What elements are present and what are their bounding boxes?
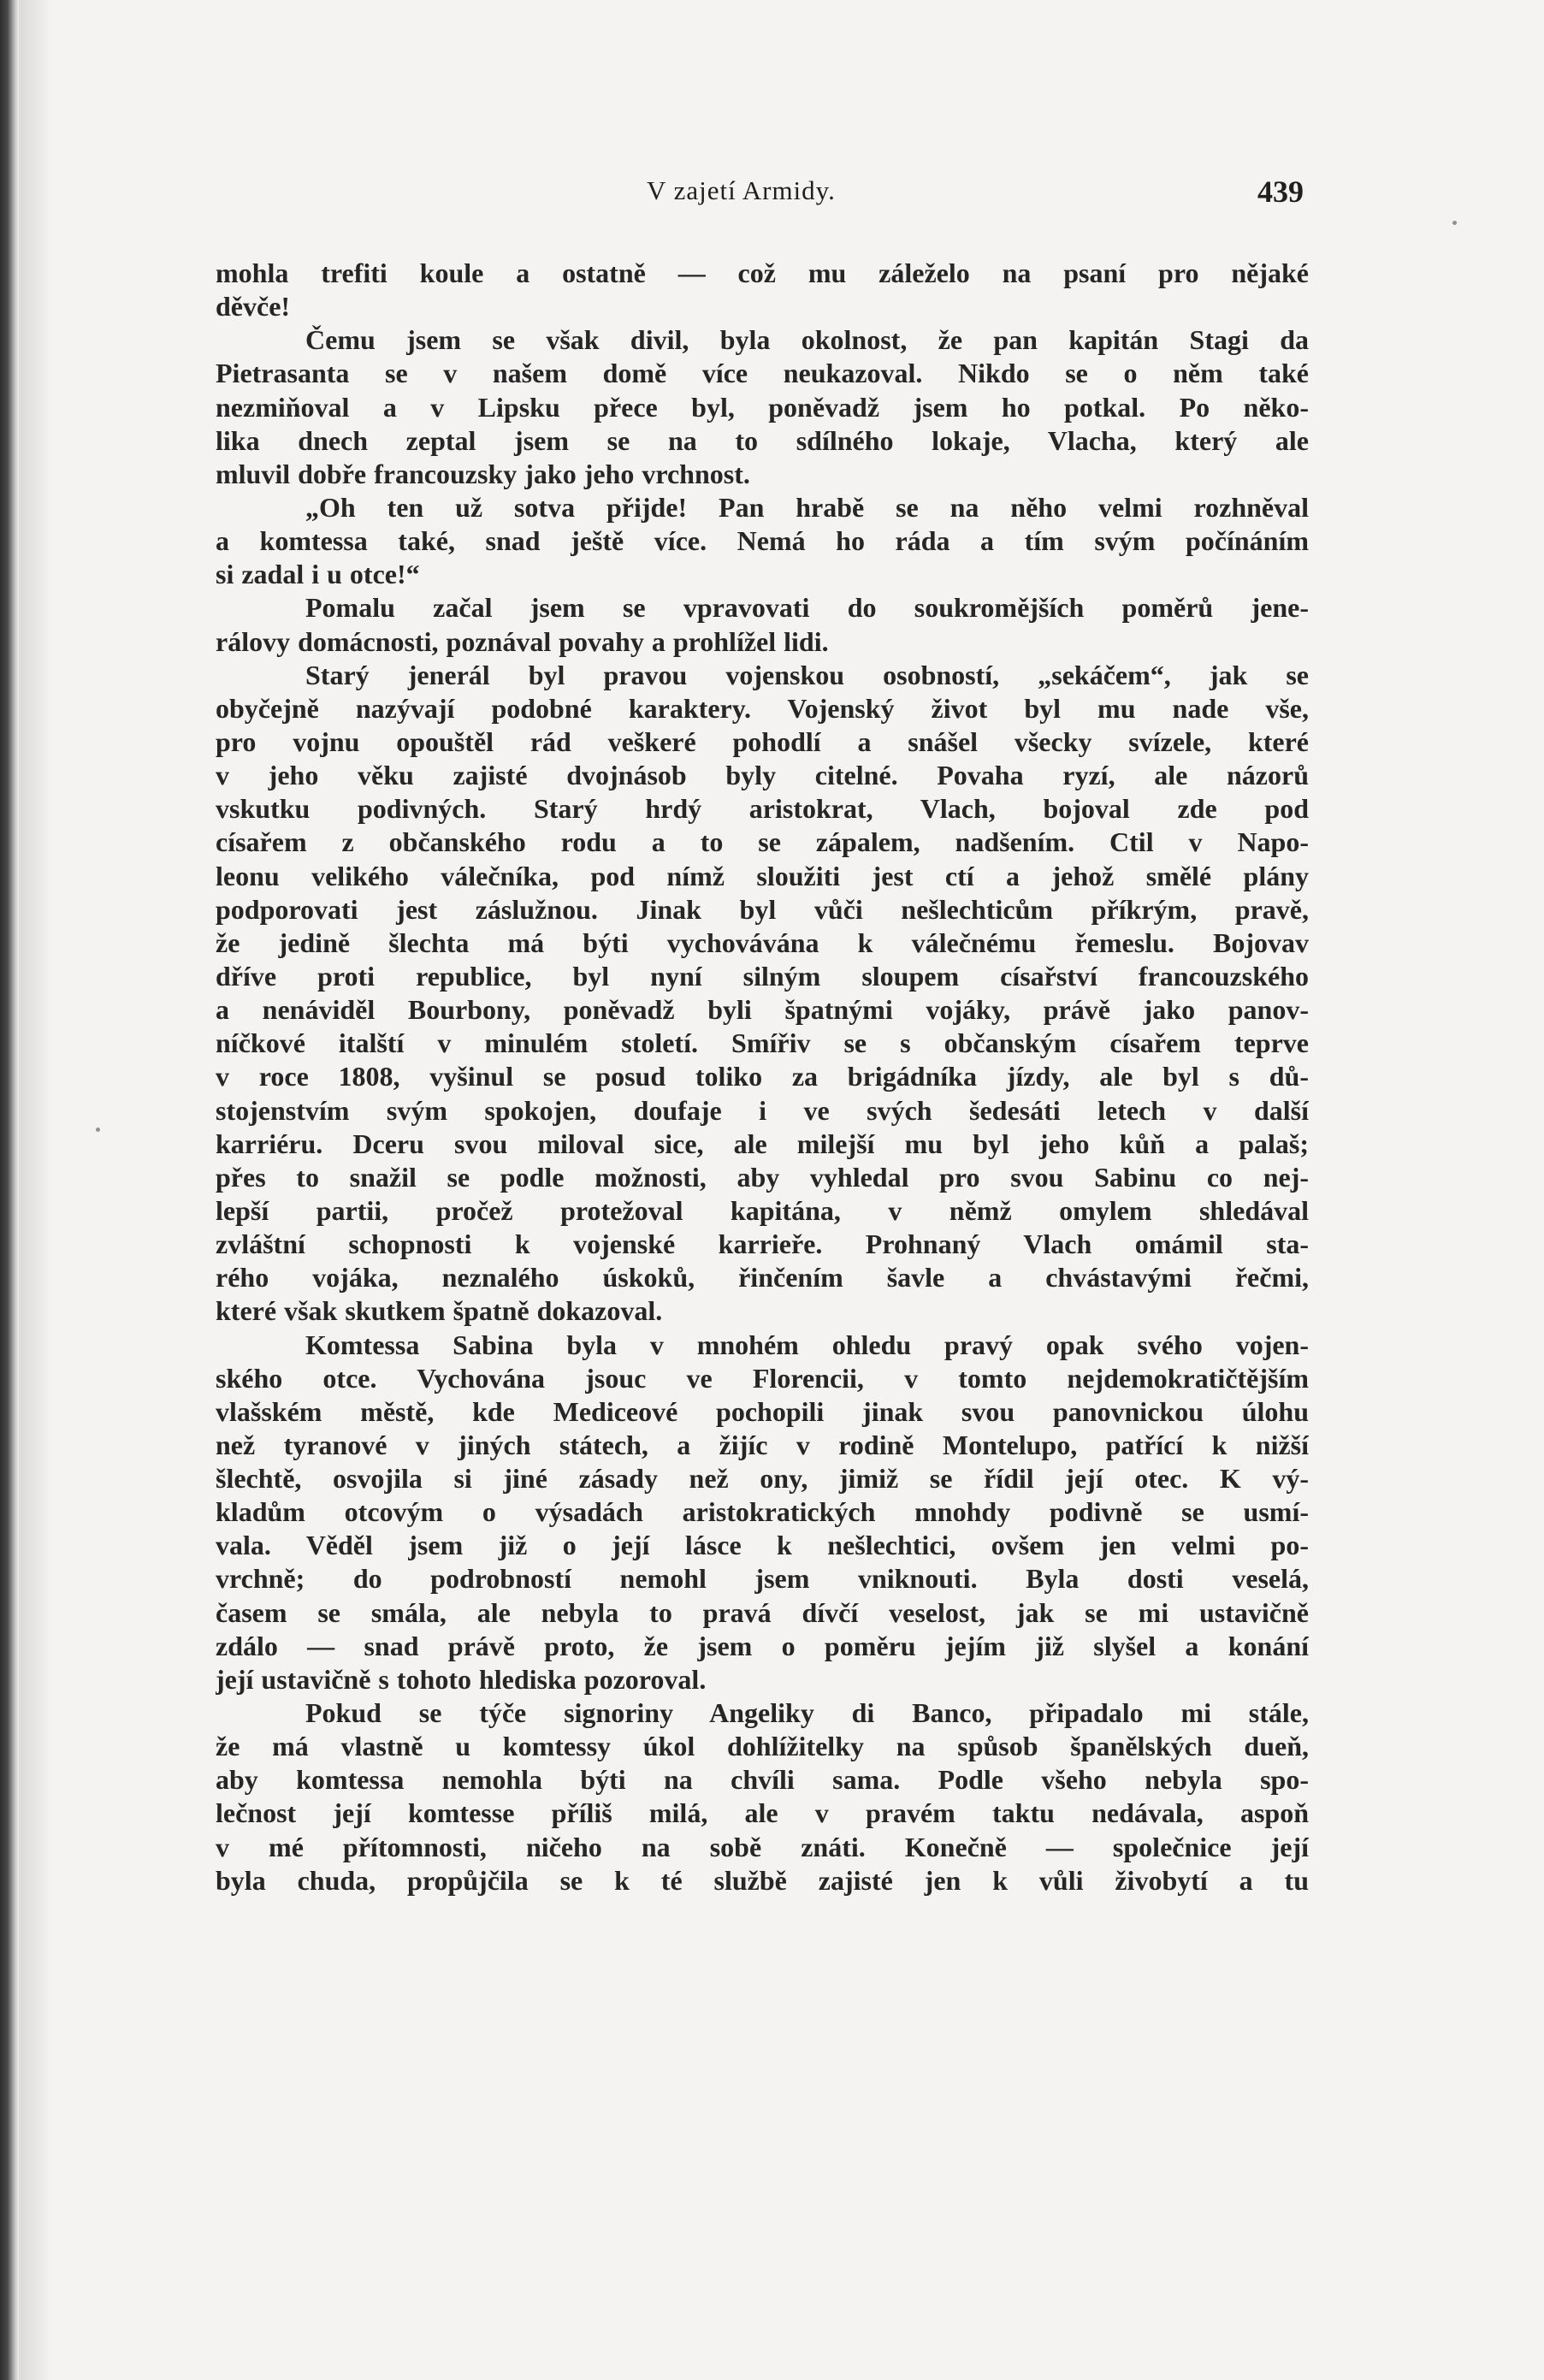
- text-line: že má vlastně u komtessy úkol dohlížitelky na spůsob španělských dueň,: [216, 1731, 1309, 1762]
- page-header: [214, 175, 1309, 218]
- text-line: lika dnech zeptal jsem se na to sdílného lokaje, Vlacha, který ale: [216, 424, 1309, 456]
- text-line: leonu velikého válečníka, pod nímž sloužiti jest ctí a jehož smělé plány: [216, 860, 1309, 891]
- text-line: Komtessa Sabina byla v mnohém ohledu pravý opak svého vojen-: [305, 1329, 1309, 1360]
- text-line: Starý jenerál byl pravou vojenskou osobností, „sekáčem“, jak se: [305, 659, 1309, 690]
- text-line: její ustavičně s tohoto hlediska pozoroval.: [216, 1663, 707, 1695]
- text-line: že jedině šlechta má býti vychovávána k válečnému řemeslu. Bojovav: [216, 927, 1309, 958]
- scan-speck: [1452, 221, 1457, 225]
- text-line: mluvil dobře francouzsky jako jeho vrchnost.: [216, 458, 750, 489]
- text-line: přes to snažil se podle možnosti, aby vyhledal pro svou Sabinu co nej-: [216, 1161, 1309, 1193]
- text-line: obyčejně nazývají podobné karaktery. Vojenský život byl mu nade vše,: [216, 692, 1309, 724]
- text-line: lečnost její komtesse příliš milá, ale v pravém taktu nedávala, aspoň: [216, 1797, 1309, 1829]
- text-line: šlechtě, osvojila si jiné zásady než ony, jimiž se řídil její otec. K vý-: [216, 1463, 1309, 1495]
- text-line: vrchně; do podrobností nemohl jsem vniknouti. Byla dosti veselá,: [216, 1563, 1309, 1595]
- text-line: „Oh ten už sotva přijde! Pan hrabě se na něho velmi rozhněval: [305, 491, 1309, 523]
- text-line: nezmiňoval a v Lipsku přece byl, poněvadž jsem ho potkal. Po něko-: [216, 391, 1309, 423]
- text-line: Čemu jsem se však divil, byla okolnost, že pan kapitán Stagi da: [305, 324, 1309, 356]
- text-line: níčkové italští v minulém století. Smířiv se s občanským císařem teprve: [216, 1027, 1309, 1059]
- text-line: v jeho věku zajisté dvojnásob byly citelné. Povaha ryzí, ale názorů: [216, 760, 1309, 791]
- text-line: a nenáviděl Bourbony, poněvadž byli špatnými vojáky, právě jako panov-: [216, 994, 1309, 1026]
- text-line: dříve proti republice, byl nyní silným sloupem císařství francouzského: [216, 960, 1309, 992]
- text-line: vskutku podivných. Starý hrdý aristokrat, Vlach, bojoval zde pod: [216, 793, 1309, 825]
- text-line: si zadal i u otce!“: [216, 559, 420, 590]
- book-binding-edge: [0, 0, 19, 2380]
- text-line: kladům otcovým o výsadách aristokratických mnohdy podivně se usmí-: [216, 1496, 1309, 1528]
- text-line: rálovy domácnosti, poznával povahy a prohlížel lidi.: [216, 625, 829, 657]
- text-line: rého vojáka, neznalého úskoků, řinčením šavle a chvástavými řečmi,: [216, 1262, 1309, 1294]
- text-line: císařem z občanského rodu a to se zápalem, nadšením. Ctil v Napo-: [216, 826, 1309, 858]
- text-line: pro vojnu opouštěl rád veškeré pohodlí a snášel všecky svízele, které: [216, 725, 1309, 757]
- text-line: lepší partii, pročež protežoval kapitána, v němž omylem shledával: [216, 1194, 1309, 1226]
- text-line: Pomalu začal jsem se vpravovati do soukromějších poměrů jene-: [305, 592, 1309, 624]
- text-line: v mé přítomnosti, ničeho na sobě znáti. Konečně — společnice její: [216, 1831, 1309, 1862]
- page-number: 439: [1257, 175, 1304, 209]
- text-line: zvláštní schopnosti k vojenské karrieře. Prohnaný Vlach omámil sta-: [216, 1228, 1309, 1260]
- text-line: děvče!: [216, 291, 291, 323]
- text-line: Pokud se týče signoriny Angeliky di Banco, připadalo mi stále,: [305, 1697, 1309, 1729]
- text-line: časem se smála, ale nebyla to pravá dívčí veselost, jak se mi ustavičně: [216, 1596, 1309, 1628]
- text-line: zdálo — snad právě proto, že jsem o poměru jejím již slyšel a konání: [216, 1630, 1309, 1661]
- text-line: ského otce. Vychována jsouc ve Florencii, v tomto nejdemokratičtějším: [216, 1362, 1309, 1394]
- running-title: V zajetí Armidy.: [647, 175, 836, 205]
- text-line: Pietrasanta se v našem domě více neukazoval. Nikdo se o něm také: [216, 358, 1309, 389]
- text-line: vlašském městě, kde Mediceové pochopili jinak svou panovnickou úlohu: [216, 1395, 1309, 1427]
- text-line: stojenstvím svým spokojen, doufaje i ve svých šedesáti letech v další: [216, 1094, 1309, 1126]
- text-line: v roce 1808, vyšinul se posud toliko za brigádníka jízdy, ale byl s dů-: [216, 1061, 1309, 1092]
- text-line: než tyranové v jiných státech, a žijíc v rodině Montelupo, patřící k nižší: [216, 1429, 1309, 1460]
- body-text: [216, 257, 1309, 1897]
- binding-shadow: [19, 0, 53, 2380]
- text-line: které však skutkem špatně dokazoval.: [216, 1295, 663, 1327]
- text-line: vala. Věděl jsem již o její lásce k nešlechtici, ovšem jen velmi po-: [216, 1530, 1309, 1561]
- text-line: karriéru. Dceru svou miloval sice, ale milejší mu byl jeho kůň a palaš;: [216, 1128, 1309, 1159]
- text-line: aby komtessa nemohla býti na chvíli sama. Podle všeho nebyla spo-: [216, 1764, 1309, 1796]
- text-line: byla chuda, propůjčila se k té službě zajisté jen k vůli živobytí a tu: [216, 1864, 1309, 1896]
- text-line: a komtessa také, snad ještě více. Nemá ho ráda a tím svým počínáním: [216, 525, 1309, 557]
- text-line: podporovati jest záslužnou. Jinak byl vůči nešlechticům příkrým, pravě,: [216, 893, 1309, 925]
- text-line: mohla trefiti koule a ostatně — což mu záleželo na psaní pro nějaké: [216, 258, 1309, 288]
- scan-speck: [96, 1128, 100, 1132]
